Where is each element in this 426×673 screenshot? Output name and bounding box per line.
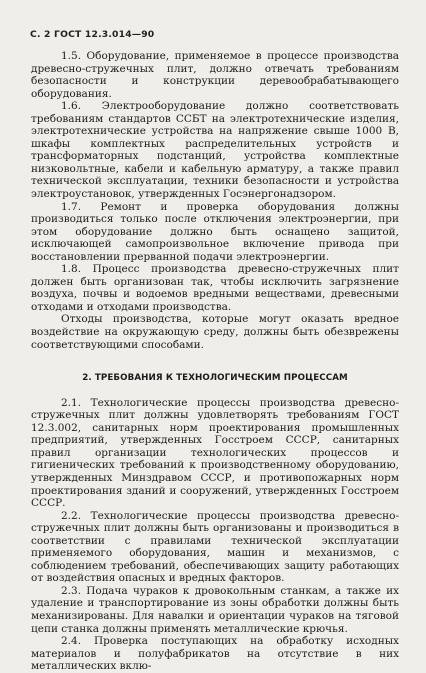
paragraph-2-3: 2.3. Подача чураков к дровокольным станкам, а также их удаление и транспортирование из зоны обработки должны быть механизированы. Для навалки и ориентации чураков на тяговой цепи станка должны применять металлические крючья.: [31, 584, 399, 635]
paragraph-1-5: 1.5. Оборудование, применяемое в процессе производства древесно-стружечных плит, должно отвечать требованиям безопасности и конструкции деревообрабатывающего оборудования.: [31, 50, 399, 100]
paragraph-1-8: 1.8. Процесс производства древесно-стружечных плит должен быть организован так, чтобы исключить загрязнение воздуха, почвы и водоемов вредными веществами, древесными отходами и отходами производства.: [31, 263, 399, 313]
document-body: [31, 50, 399, 673]
paragraph-1-6: 1.6. Электрооборудование должно соответствовать требованиям стандартов ССБТ на электротехнические изделия, электротехнические устройства на напряжение свыше 1000 В, шкафы комплектных распределительных устройств и трансформаторных подстанций, устройства комплектные низковольтные, кабели и кабельную арматуру, а также правил технической эксплуатации, техники безопасности и устройства электроустановок, утвержденных Госэнергонадзором.: [31, 100, 399, 201]
paragraph-2-4: 2.4. Проверка поступающих на обработку исходных материалов и полуфабрикатов на отсутствие в них металлических вклю-: [31, 635, 399, 673]
page-header: С. 2 ГОСТ 12.3.014—90: [30, 29, 155, 40]
paragraph-2-2: 2.2. Технологические процессы производства древесно-стружечных плит должны быть организованы и производиться в соответствии с правилами технической эксплуатации применяемого оборудования, машин и механизмов, с соблюдением требований, обеспечивающих защиту работающих от воздействия опасных и вредных факторов.: [31, 509, 399, 585]
paragraph-waste: Отходы производства, которые могут оказать вредное воздействие на окружающую среду, должны быть обезврежены соответствующими способами.: [31, 313, 399, 351]
paragraph-1-7: 1.7. Ремонт и проверка оборудования должны производиться только после отключения электроэнергии, при этом оборудование должно быть оснащено защитой, исключающей самопроизвольное включение привода при восстановлении прерванной подачи электроэнергии.: [31, 200, 399, 263]
paragraph-2-1: 2.1. Технологические процессы производства древесно-стружечных плит должны удовлетворять требованиям ГОСТ 12.3.002, санитарных норм проектирования промышленных предприятий, утвержденных Госстроем СССР, санитарных правил организации технологических процессов и гигиенических требований к производственному оборудованию, утвержденных Минздравом СССР, и противопожарных норм проектирования зданий и сооружений, утвержденных Госстроем СССР.: [31, 396, 399, 510]
section-title: 2. ТРЕБОВАНИЯ К ТЕХНОЛОГИЧЕСКИМ ПРОЦЕССАМ: [82, 373, 348, 384]
